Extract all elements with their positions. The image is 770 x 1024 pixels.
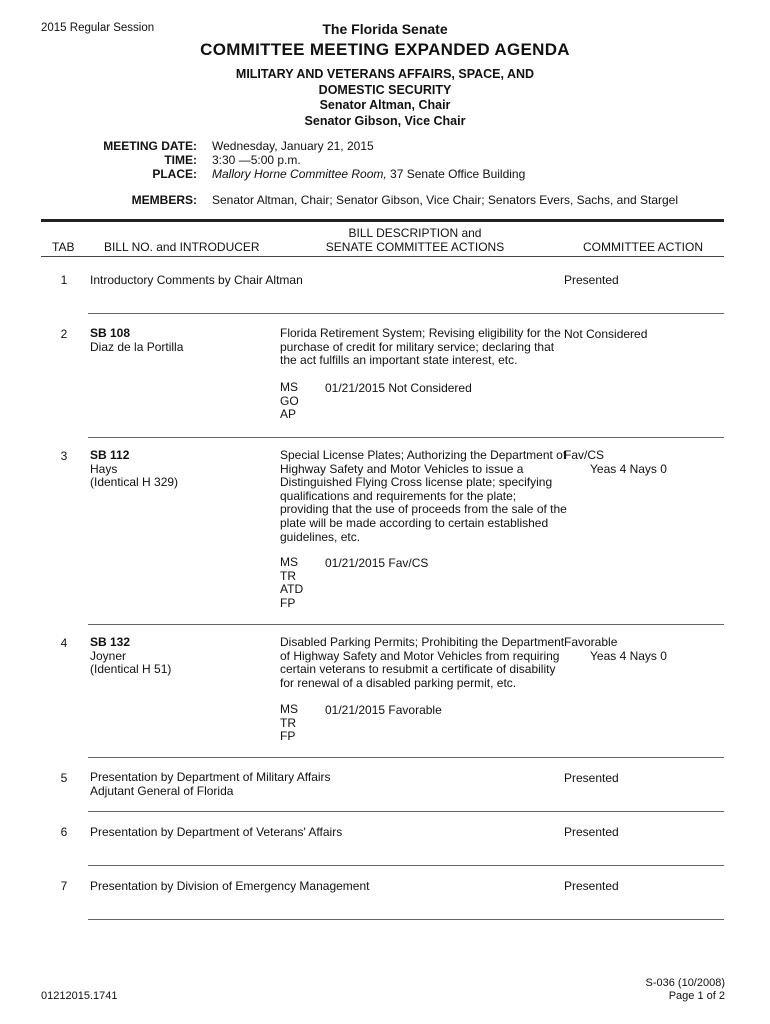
committee-action: Presented <box>564 879 619 893</box>
vice-chair-name: Senator Gibson, Vice Chair <box>304 113 466 128</box>
bill-introducer: Diaz de la Portilla <box>90 339 184 354</box>
page-title: COMMITTEE MEETING EXPANDED AGENDA <box>200 40 570 59</box>
bill-introducer: Hays <box>90 461 118 476</box>
row-divider <box>88 624 724 625</box>
row-divider <box>88 865 724 866</box>
bill-description <box>280 636 564 690</box>
committee-references <box>280 381 299 422</box>
tab-number: 3 <box>60 449 68 463</box>
page-number: Page 1 of 2 <box>668 990 725 1002</box>
committee-reference: MS <box>280 702 298 716</box>
col-header-bill: BILL NO. and INTRODUCER <box>104 240 260 254</box>
meeting-place <box>212 167 525 181</box>
header-divider <box>41 219 724 222</box>
agenda-item-text: Introductory Comments by Chair Altman <box>90 273 303 287</box>
description-line: plate will be made according to certain established <box>280 515 549 530</box>
description-line: qualifications and requirements for the plate; <box>280 488 517 503</box>
agenda-item-text: Presentation by Department of Veterans' Affairs <box>90 825 343 839</box>
committee-name-line1: MILITARY AND VETERANS AFFAIRS, SPACE, AND <box>235 67 535 81</box>
meeting-room: Mallory Horne Committee Room, <box>212 167 387 181</box>
agenda-item-line: Presentation by Department of Military Affairs <box>90 770 331 784</box>
tab-number: 6 <box>60 825 68 839</box>
description-line: Florida Retirement System; Revising eligibility for the <box>280 326 561 340</box>
agenda-item-text <box>90 771 331 798</box>
committee-references <box>280 556 303 610</box>
committee-reference: FP <box>280 729 296 744</box>
table-header-divider <box>41 256 724 257</box>
row-divider <box>88 757 724 758</box>
description-line: providing that the use of proceeds from the sale of the <box>280 502 567 517</box>
meeting-building: 37 Senate Office Building <box>386 167 526 181</box>
chair-name: Senator Altman, Chair <box>319 98 451 112</box>
vote-tally: Yeas 4 Nays 0 <box>590 648 667 663</box>
bill-info <box>90 449 178 490</box>
description-line: Highway Safety and Motor Vehicles to issue a <box>280 461 524 476</box>
col-header-action: COMMITTEE ACTION <box>583 240 703 254</box>
row-divider <box>88 811 724 812</box>
tab-number: 7 <box>60 879 68 893</box>
meeting-place-label: PLACE: <box>152 167 197 181</box>
col-header-description-line2: SENATE COMMITTEE ACTIONS <box>325 240 505 254</box>
session-label: 2015 Regular Session <box>41 22 155 34</box>
committee-action: Presented <box>564 771 619 785</box>
bill-number: SB 132 <box>90 635 131 649</box>
col-header-tab: TAB <box>52 240 75 254</box>
description-line: for renewal of a disabled parking permit, etc. <box>280 675 517 690</box>
committee-action: Not Considered <box>564 327 648 341</box>
meeting-time: 3:30 —5:00 p.m. <box>212 153 301 167</box>
meeting-date-label: MEETING DATE: <box>103 139 197 153</box>
committee-action: Presented <box>564 825 619 839</box>
description-line: Disabled Parking Permits; Prohibiting the Department <box>280 635 565 649</box>
committee-action-block <box>564 636 667 663</box>
tab-number: 5 <box>60 771 68 785</box>
row-divider <box>88 919 724 920</box>
committee-block <box>0 67 770 129</box>
senate-title: The Florida Senate <box>322 21 448 37</box>
identical-bill: (Identical H 329) <box>90 475 179 490</box>
committee-action-block <box>564 449 667 476</box>
bill-number: SB 108 <box>90 326 131 340</box>
committee-name-line2: DOMESTIC SECURITY <box>318 82 452 97</box>
committee-reference: ATD <box>280 582 304 597</box>
committee-reference: TR <box>280 568 296 583</box>
committee-reference: FP <box>280 595 296 610</box>
row-divider <box>88 437 724 438</box>
reference-action: 01/21/2015 Not Considered <box>325 381 472 395</box>
identical-bill: (Identical H 51) <box>90 662 172 677</box>
description-line: certain veterans to resubmit a certificate of disability <box>280 662 556 677</box>
agenda-item-line: Adjutant General of Florida <box>90 783 234 798</box>
committee-references <box>280 703 298 744</box>
reference-action: 01/21/2015 Fav/CS <box>325 556 429 570</box>
description-line: guidelines, etc. <box>280 529 361 544</box>
document-id: 01212015.1741 <box>41 990 118 1002</box>
meeting-date: Wednesday, January 21, 2015 <box>212 139 374 153</box>
bill-description <box>280 449 567 544</box>
description-line: the act fulfills an important state interest, etc. <box>280 353 518 368</box>
description-line: Special License Plates; Authorizing the Department of <box>280 448 567 462</box>
row-divider <box>88 313 724 314</box>
description-line: Distinguished Flying Cross license plate; specifying <box>280 475 553 490</box>
committee-reference: MS <box>280 555 298 569</box>
tab-number: 4 <box>60 636 68 650</box>
committee-reference: AP <box>280 407 297 422</box>
form-number: S-036 (10/2008) <box>645 977 725 989</box>
bill-number: SB 112 <box>90 448 130 462</box>
members-label: MEMBERS: <box>131 193 197 207</box>
col-header-description <box>320 226 510 254</box>
description-line: purchase of credit for military service; declaring that <box>280 339 555 354</box>
committee-action: Favorable <box>564 635 618 649</box>
committee-action: Presented <box>564 273 619 287</box>
tab-number: 2 <box>60 327 68 341</box>
bill-description <box>280 327 561 368</box>
reference-action: 01/21/2015 Favorable <box>325 703 442 717</box>
vote-tally: Yeas 4 Nays 0 <box>590 461 667 476</box>
bill-info <box>90 327 183 354</box>
footer-right <box>560 977 725 1003</box>
committee-reference: TR <box>280 715 296 730</box>
meeting-time-label: TIME: <box>164 153 197 167</box>
members-list: Senator Altman, Chair; Senator Gibson, Vice Chair; Senators Evers, Sachs, and Stargel <box>212 193 679 207</box>
committee-reference: MS <box>280 380 298 394</box>
committee-action: Fav/CS <box>564 448 605 462</box>
bill-info <box>90 636 171 677</box>
committee-reference: GO <box>280 393 299 408</box>
tab-number: 1 <box>60 273 68 287</box>
agenda-item-text: Presentation by Division of Emergency Management <box>90 879 370 893</box>
description-line: of Highway Safety and Motor Vehicles from requiring <box>280 648 560 663</box>
bill-introducer: Joyner <box>90 648 127 663</box>
col-header-description-line1: BILL DESCRIPTION and <box>348 226 482 240</box>
